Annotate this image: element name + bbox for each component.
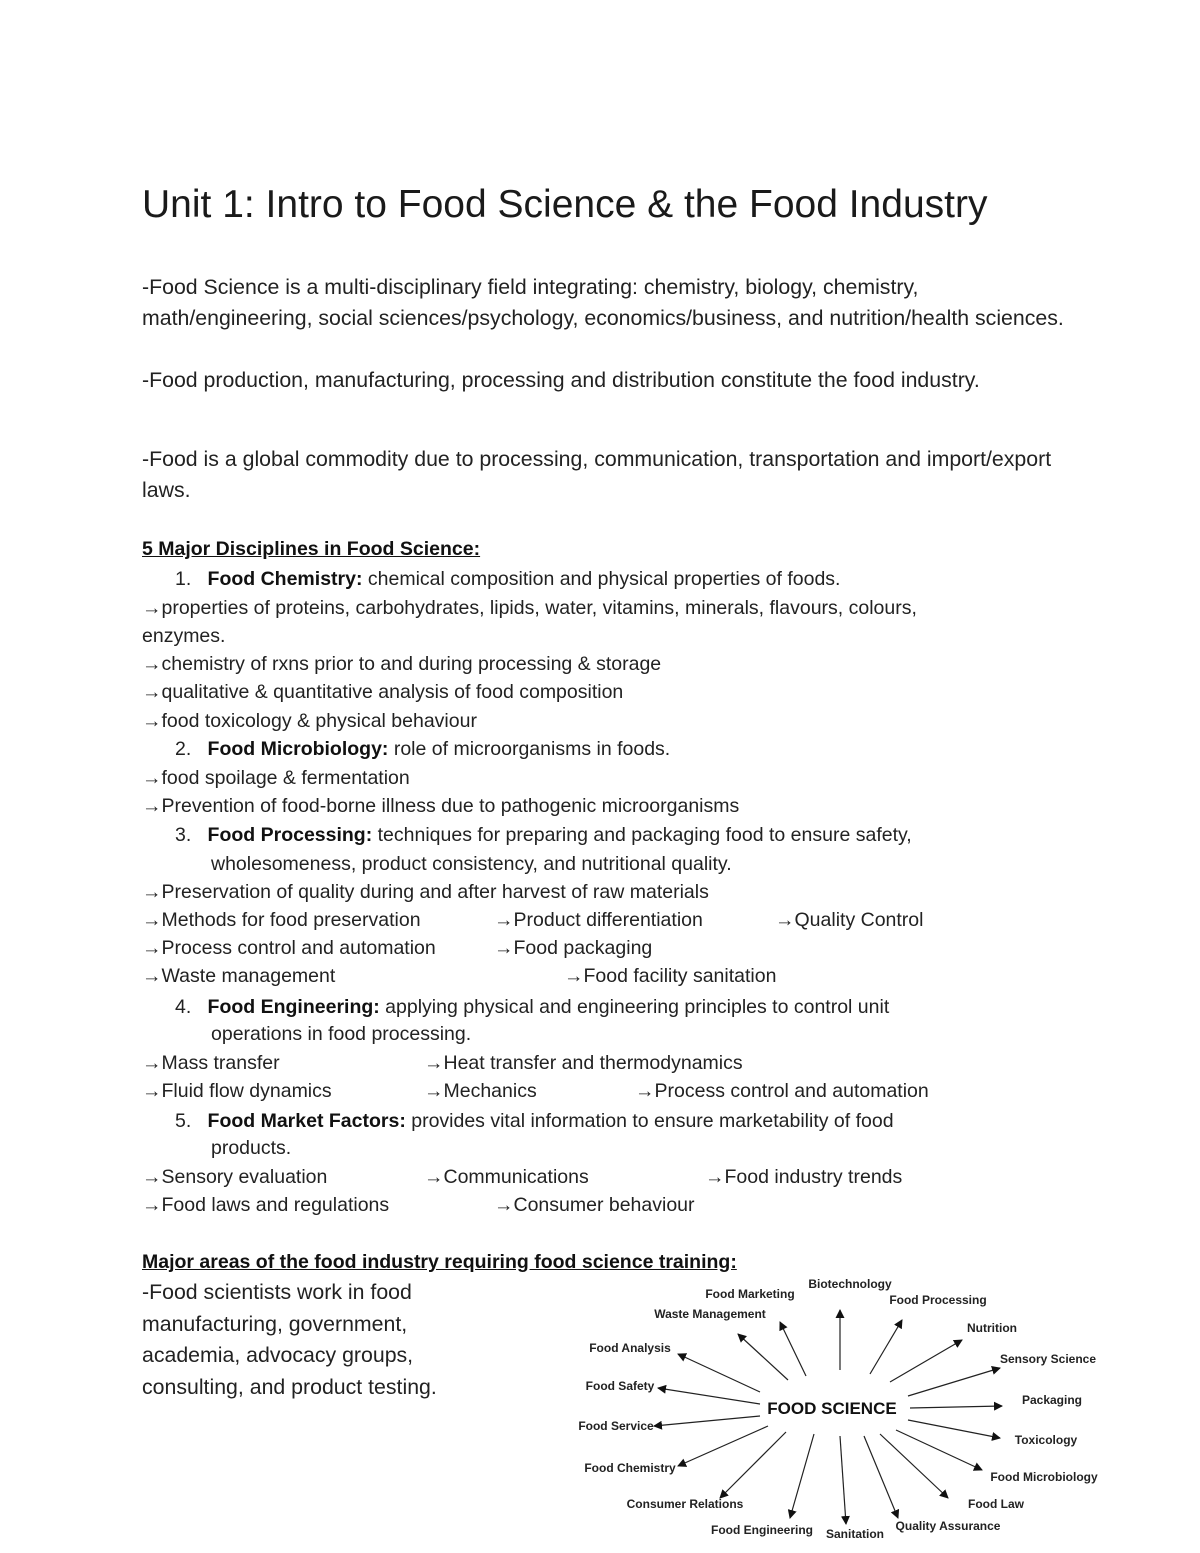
diagram-arrow [864, 1436, 898, 1518]
discipline-name: Food Market Factors: [207, 1110, 406, 1132]
diagram-label: Food Law [968, 1497, 1024, 1511]
intro-paragraph-3: -Food is a global commodity due to processing, communication, transportation and import/export laws. [142, 447, 1052, 502]
discipline-desc-cont: products. [211, 1137, 292, 1159]
discipline-2 [175, 735, 670, 763]
diagram-center-label: FOOD SCIENCE [767, 1399, 897, 1418]
discipline-desc-cont: operations in food processing. [211, 1023, 472, 1045]
discipline-number: 4. [175, 996, 192, 1018]
diagram-arrow [840, 1436, 846, 1524]
bullet: →food toxicology & physical behaviour [142, 710, 477, 732]
diagram-label: Sensory Science [999, 1352, 1097, 1366]
bullet: →Mechanics [424, 1080, 537, 1102]
diagram-label: Waste Management [654, 1307, 766, 1321]
discipline-desc-cont: wholesomeness, product consistency, and nutritional quality. [211, 853, 732, 875]
bullet: →chemistry of rxns prior to and during processing & storage [142, 653, 662, 675]
diagram-label: Consumer Relations [626, 1497, 744, 1511]
discipline-name: Food Chemistry: [207, 568, 363, 590]
bullet: →Consumer behaviour [494, 1194, 695, 1216]
bullet: →Food packaging [494, 937, 653, 959]
discipline-desc: chemical composition and physical properties of foods. [362, 568, 841, 590]
bullet: →Food laws and regulations [142, 1194, 390, 1216]
discipline-5 [175, 1107, 894, 1135]
diagram-label: Food Chemistry [584, 1461, 676, 1475]
bullet: →Quality Control [775, 909, 924, 931]
diagram-arrow [870, 1320, 902, 1374]
bullet: →Food industry trends [705, 1166, 903, 1188]
diagram-arrow [654, 1416, 760, 1426]
diagram-arrow [790, 1434, 814, 1518]
diagram-label: Food Service [578, 1419, 654, 1433]
diagram-label: Quality Assurance [895, 1519, 1001, 1533]
diagram-arrow [678, 1426, 768, 1466]
bullet: →Communications [424, 1166, 589, 1188]
bullet: →Product differentiation [494, 909, 703, 931]
bullet: →properties of proteins, carbohydrates, lipids, water, vitamins, minerals, flavours, colours, [142, 597, 917, 619]
bullet: →Process control and automation [635, 1080, 929, 1102]
bullet: →Food facility sanitation [564, 965, 777, 987]
areas-heading: Major areas of the food industry requiring food science training: [142, 1251, 737, 1273]
intro-paragraph-2: -Food production, manufacturing, processing and distribution constitute the food industry. [142, 368, 980, 392]
diagram-label: Food Engineering [711, 1523, 813, 1537]
discipline-name: Food Microbiology: [207, 738, 389, 760]
bullet: →food spoilage & fermentation [142, 767, 410, 789]
diagram-arrow [908, 1368, 1000, 1396]
diagram-label: Food Marketing [705, 1287, 795, 1301]
discipline-3 [175, 821, 912, 849]
diagram-arrow [678, 1354, 760, 1392]
page-title: Unit 1: Intro to Food Science & the Food Industry [142, 183, 988, 226]
diagram-arrow [780, 1322, 806, 1376]
discipline-name: Food Engineering: [207, 996, 380, 1018]
discipline-desc: applying physical and engineering principles to control unit [379, 996, 890, 1018]
bullet: →Heat transfer and thermodynamics [424, 1052, 743, 1074]
diagram-arrow [658, 1388, 760, 1404]
bullet: →Waste management [142, 965, 336, 987]
bullet: →Methods for food preservation [142, 909, 421, 931]
diagram-label: Food Processing [889, 1293, 987, 1307]
diagram-label: Food Safety [585, 1379, 655, 1393]
discipline-name: Food Processing: [207, 824, 373, 846]
discipline-desc: provides vital information to ensure marketability of food [405, 1110, 894, 1132]
bullet: →Preservation of quality during and after harvest of raw materials [142, 881, 709, 903]
bullet: →Mass transfer [142, 1052, 280, 1074]
discipline-desc: role of microorganisms in foods. [388, 738, 671, 760]
discipline-desc: techniques for preparing and packaging food to ensure safety, [372, 824, 912, 846]
diagram-arrow [896, 1430, 982, 1470]
discipline-number: 1. [175, 568, 192, 590]
diagram-arrow [890, 1340, 962, 1382]
diagram-label: Toxicology [1014, 1433, 1078, 1447]
diagram-label: Sanitation [825, 1527, 885, 1541]
bullet: →Process control and automation [142, 937, 436, 959]
diagram-arrow [908, 1420, 1000, 1438]
bullet: enzymes. [142, 625, 226, 647]
intro-paragraph-1: -Food Science is a multi-disciplinary field integrating: chemistry, biology, chemistry, math/engineering, social sciences/psychology, economics/business, and nutrition/health sciences. [142, 275, 1064, 330]
diagram-label: Food Analysis [589, 1341, 671, 1355]
bullet: →Sensory evaluation [142, 1166, 328, 1188]
diagram-label: Packaging [1021, 1393, 1083, 1407]
diagram-label: Nutrition [967, 1321, 1017, 1335]
discipline-number: 3. [175, 824, 192, 846]
bullet: →Prevention of food-borne illness due to pathogenic microorganisms [142, 795, 740, 817]
discipline-1 [175, 565, 840, 593]
diagram-label: Biotechnology [808, 1277, 892, 1291]
bullet: →qualitative & quantitative analysis of food composition [142, 681, 624, 703]
food-science-diagram [570, 1270, 1110, 1550]
diagram-arrow [738, 1334, 788, 1380]
discipline-number: 2. [175, 738, 192, 760]
diagram-arrow [720, 1432, 786, 1498]
bullet: →Fluid flow dynamics [142, 1080, 332, 1102]
discipline-4 [175, 993, 889, 1021]
discipline-number: 5. [175, 1110, 192, 1132]
disciplines-heading: 5 Major Disciplines in Food Science: [142, 538, 481, 560]
diagram-arrow [880, 1434, 948, 1498]
diagram-label: Food Microbiology [990, 1470, 1098, 1484]
areas-text: -Food scientists work in food manufacturing, government, academia, advocacy groups, consulting, and product testing. [142, 1280, 437, 1399]
diagram-arrow [910, 1406, 1002, 1408]
